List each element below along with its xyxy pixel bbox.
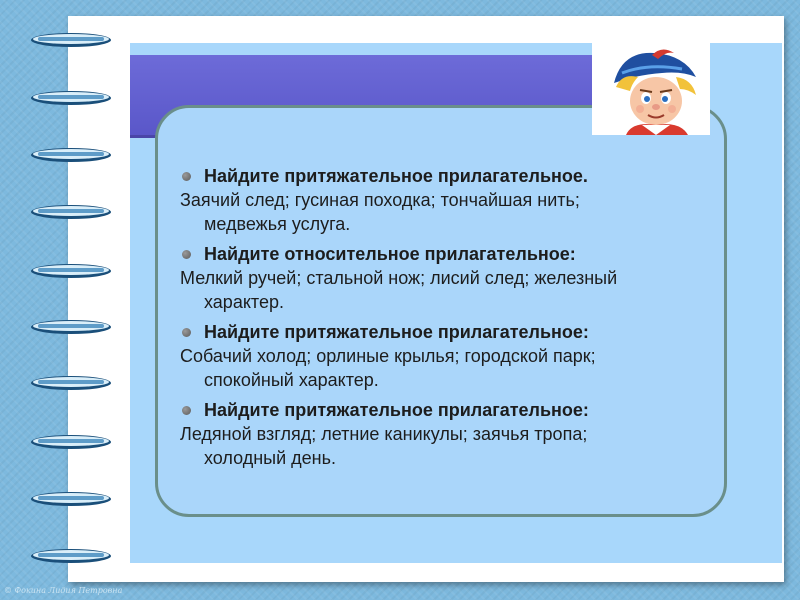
question-3 [180,320,710,344]
copyright-footer: © Фокина Лидия Петровна [4,586,123,595]
question-4 [180,398,710,422]
answer-line: Мелкий ручей; стальной нож; лисий след; железный [180,268,618,288]
answer-line: Ледяной взгляд; летние каникулы; заячья тропа; [180,424,588,444]
bullet-icon [182,250,191,259]
answer-2 [180,266,710,314]
answer-3 [180,344,710,392]
bullet-icon [182,328,191,337]
answer-1 [180,188,710,236]
spiral-ring-icon [30,490,112,508]
answer-line: холодный день. [204,448,337,468]
spiral-ring-icon [30,547,112,565]
question-1 [180,164,710,188]
bullet-icon [182,406,191,415]
answer-line: медвежья услуга. [204,214,351,234]
answer-line: характер. [204,292,284,312]
spiral-ring-icon [30,374,112,392]
question-text: Найдите относительное прилагательное: [204,244,576,264]
answer-4 [180,422,710,470]
answer-line: Собачий холод; орлиные крылья; городской парк; [180,346,596,366]
question-text: Найдите притяжательное прилагательное: [204,400,589,420]
boy-portrait-icon [592,43,710,135]
spiral-ring-icon [30,433,112,451]
spiral-ring-icon [30,318,112,336]
bullet-icon [182,172,191,181]
spiral-ring-icon [30,31,112,49]
answer-line: Заячий след; гусиная походка; тончайшая нить; [180,190,580,210]
answer-line: спокойный характер. [204,370,379,390]
spiral-ring-icon [30,203,112,221]
spiral-ring-icon [30,89,112,107]
question-2 [180,242,710,266]
spiral-ring-icon [30,262,112,280]
question-text: Найдите притяжательное прилагательное. [204,166,588,186]
spiral-ring-icon [30,146,112,164]
question-list [180,162,710,476]
question-text: Найдите притяжательное прилагательное: [204,322,589,342]
